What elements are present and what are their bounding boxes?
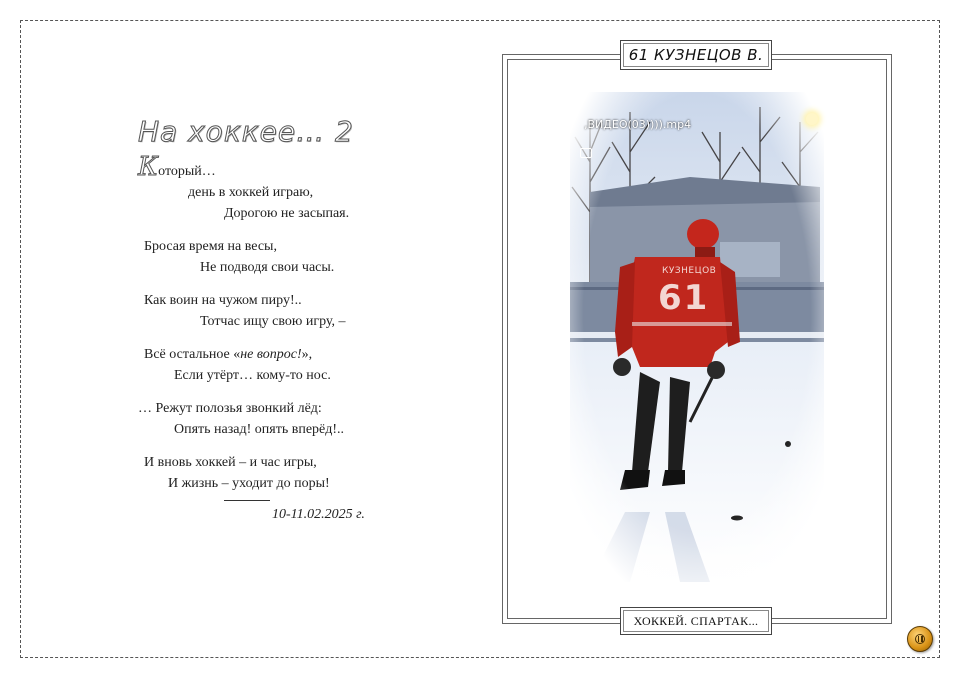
poem-line: И жизнь – уходит до поры! xyxy=(168,476,330,491)
poem-line: Бросая время на весы, xyxy=(144,239,277,254)
stanza-3 xyxy=(138,290,398,332)
pause-icon xyxy=(915,634,925,644)
poem-line: день в хоккей играю, xyxy=(188,185,314,200)
player-name-tag: 61 КУЗНЕЦОВ В. xyxy=(620,40,772,70)
poem-line: Всё остальное «не вопрос!», xyxy=(144,347,313,362)
stanza-4 xyxy=(138,344,398,386)
hockey-photo-image xyxy=(570,92,824,582)
stanza-5 xyxy=(138,398,398,440)
poem-date: 10-11.02.2025 г. xyxy=(272,507,365,522)
poem-line: Опять назад! опять вперёд!.. xyxy=(174,422,345,437)
dropcap-letter: К xyxy=(138,152,159,182)
stanza-6 xyxy=(138,452,398,494)
poem-line: И вновь хоккей – и час игры, xyxy=(144,455,317,470)
photo-caption: ХОККЕЙ. СПАРТАК... xyxy=(620,607,772,635)
poem-line: Если утёрт… кому-то нос. xyxy=(174,368,331,383)
poem-line: … Режут полозья звонкий лёд: xyxy=(138,401,322,416)
page-nav-button[interactable] xyxy=(907,626,933,652)
italic-phrase: не вопрос! xyxy=(240,347,302,362)
jersey-number: 61 xyxy=(658,278,710,318)
poem-title: На хоккее… 2 xyxy=(138,115,354,148)
video-filename: ‚ВИДЕО(03)))).mp4 xyxy=(584,118,692,131)
poem-line: Тотчас ищу свою игру, – xyxy=(200,314,346,329)
jersey-name: КУЗНЕЦОВ xyxy=(662,266,717,276)
poem-line: Как воин на чужом пиру!.. xyxy=(144,293,302,308)
divider xyxy=(224,500,270,501)
poem-line: Дорогою не засыпая. xyxy=(224,206,350,221)
sun-icon xyxy=(806,113,818,125)
stanza-2 xyxy=(138,236,398,278)
poem xyxy=(138,115,398,523)
poem-line: Не подводя свои часы. xyxy=(200,260,335,275)
hockey-photo[interactable] xyxy=(570,92,824,582)
poem-line: оторый… xyxy=(158,164,216,179)
stanza-1 xyxy=(138,152,398,224)
video-icon[interactable] xyxy=(580,148,592,158)
